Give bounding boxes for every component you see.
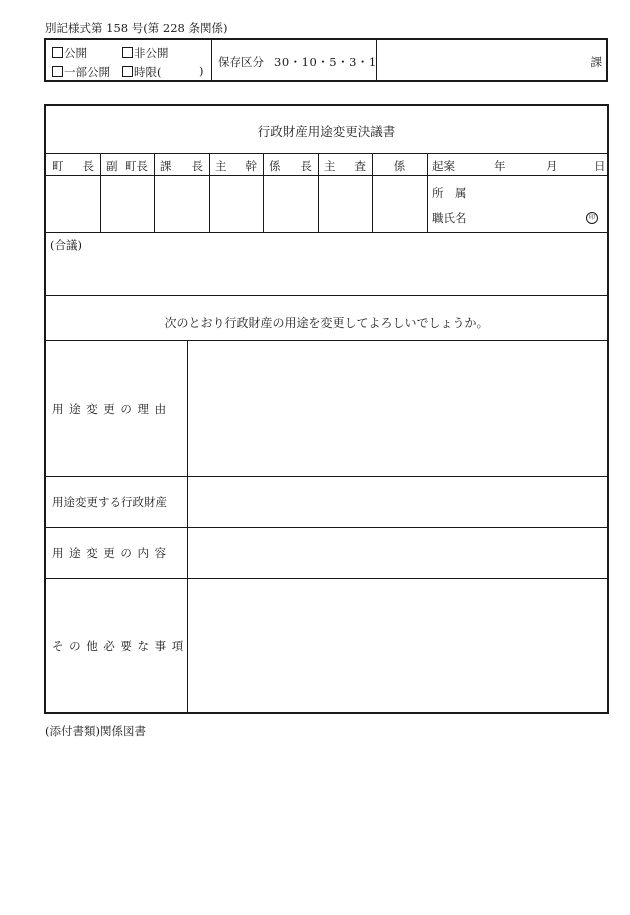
role-text: 係 xyxy=(393,159,406,173)
stamp-cell-mayor[interactable] xyxy=(46,176,100,232)
non-public-label: 非公開 xyxy=(134,46,169,60)
department-suffix: 課 xyxy=(590,55,602,69)
checkbox-square-icon xyxy=(52,66,63,77)
divider xyxy=(46,295,607,296)
change-content-field[interactable] xyxy=(188,528,607,578)
reason-label: 用途変更の理由 xyxy=(52,402,172,416)
resolution-statement: 次のとおり行政財産の用途を変更してよろしいでしょうか。 xyxy=(164,316,489,330)
role-unit-chief xyxy=(263,158,318,174)
property-field[interactable] xyxy=(188,477,607,527)
role-inspector xyxy=(318,158,372,174)
role-text: 長 xyxy=(300,159,312,173)
seal-icon: 印 xyxy=(586,212,598,224)
role-text: 主 xyxy=(324,159,336,173)
divider xyxy=(376,40,377,80)
retention-label: 保存区分 xyxy=(218,55,264,69)
stamp-cell-senior-officer[interactable] xyxy=(209,176,263,232)
divider xyxy=(211,40,212,80)
checkbox-square-icon xyxy=(122,47,133,58)
role-text: 係 xyxy=(269,159,281,173)
stamp-cell-inspector[interactable] xyxy=(318,176,372,232)
role-text: 町 xyxy=(52,159,64,173)
disclosure-box xyxy=(44,38,608,82)
role-text: 長 xyxy=(82,159,94,173)
stamp-cell-section-chief[interactable] xyxy=(154,176,209,232)
consultation-label: (合議) xyxy=(50,238,82,252)
role-text: 長 xyxy=(191,159,203,173)
stamp-cell-deputy-mayor[interactable] xyxy=(100,176,154,232)
form-reference-number: 別記様式第 158 号(第 228 条関係) xyxy=(45,21,228,35)
month-label: 月 xyxy=(546,159,558,173)
divider xyxy=(427,153,428,232)
time-limit-label: 時限( xyxy=(134,65,162,79)
change-content-label: 用途変更の内容 xyxy=(52,546,172,560)
partial-public-label: 一部公開 xyxy=(64,65,110,79)
role-deputy-mayor xyxy=(100,158,154,174)
form-title: 行政財産用途変更決議書 xyxy=(257,124,396,139)
divider xyxy=(46,153,607,154)
attachments-note: (添付書類)関係図書 xyxy=(45,724,146,738)
stamp-cell-unit-chief[interactable] xyxy=(263,176,318,232)
retention-values[interactable]: 30・10・5・3・1 xyxy=(274,55,377,69)
role-mayor xyxy=(46,158,100,174)
divider xyxy=(46,232,607,233)
public-checkbox[interactable] xyxy=(52,45,87,61)
day-label: 日 xyxy=(594,159,606,173)
partial-public-checkbox[interactable] xyxy=(52,64,110,80)
name-title-label: 職氏名 xyxy=(432,211,467,225)
stamp-cell-staff[interactable] xyxy=(372,176,427,232)
draft-label: 起案 xyxy=(432,159,455,173)
retention-class xyxy=(218,54,377,70)
time-limit-close-paren: ) xyxy=(199,64,204,78)
affiliation-label: 所 属 xyxy=(432,186,467,200)
other-matters-label: その他必要な事項 xyxy=(52,639,189,653)
non-public-checkbox[interactable] xyxy=(122,45,169,61)
role-text: 町長 xyxy=(125,159,148,173)
role-text: 幹 xyxy=(245,159,257,173)
role-text: 主 xyxy=(215,159,227,173)
checkbox-square-icon xyxy=(52,47,63,58)
year-label: 年 xyxy=(494,159,506,173)
time-limit-checkbox[interactable] xyxy=(122,64,162,80)
checkbox-square-icon xyxy=(122,66,133,77)
role-text: 査 xyxy=(354,159,366,173)
consultation-area[interactable] xyxy=(46,254,607,294)
property-label: 用途変更する行政財産 xyxy=(52,495,167,509)
role-text: 副 xyxy=(106,159,118,173)
resolution-form xyxy=(44,104,609,714)
public-label: 公開 xyxy=(64,46,87,60)
role-staff xyxy=(372,158,427,174)
role-text: 課 xyxy=(160,159,172,173)
role-senior-officer xyxy=(209,158,263,174)
reason-field[interactable] xyxy=(188,341,607,476)
other-matters-field[interactable] xyxy=(188,579,607,712)
role-section-chief xyxy=(154,158,209,174)
